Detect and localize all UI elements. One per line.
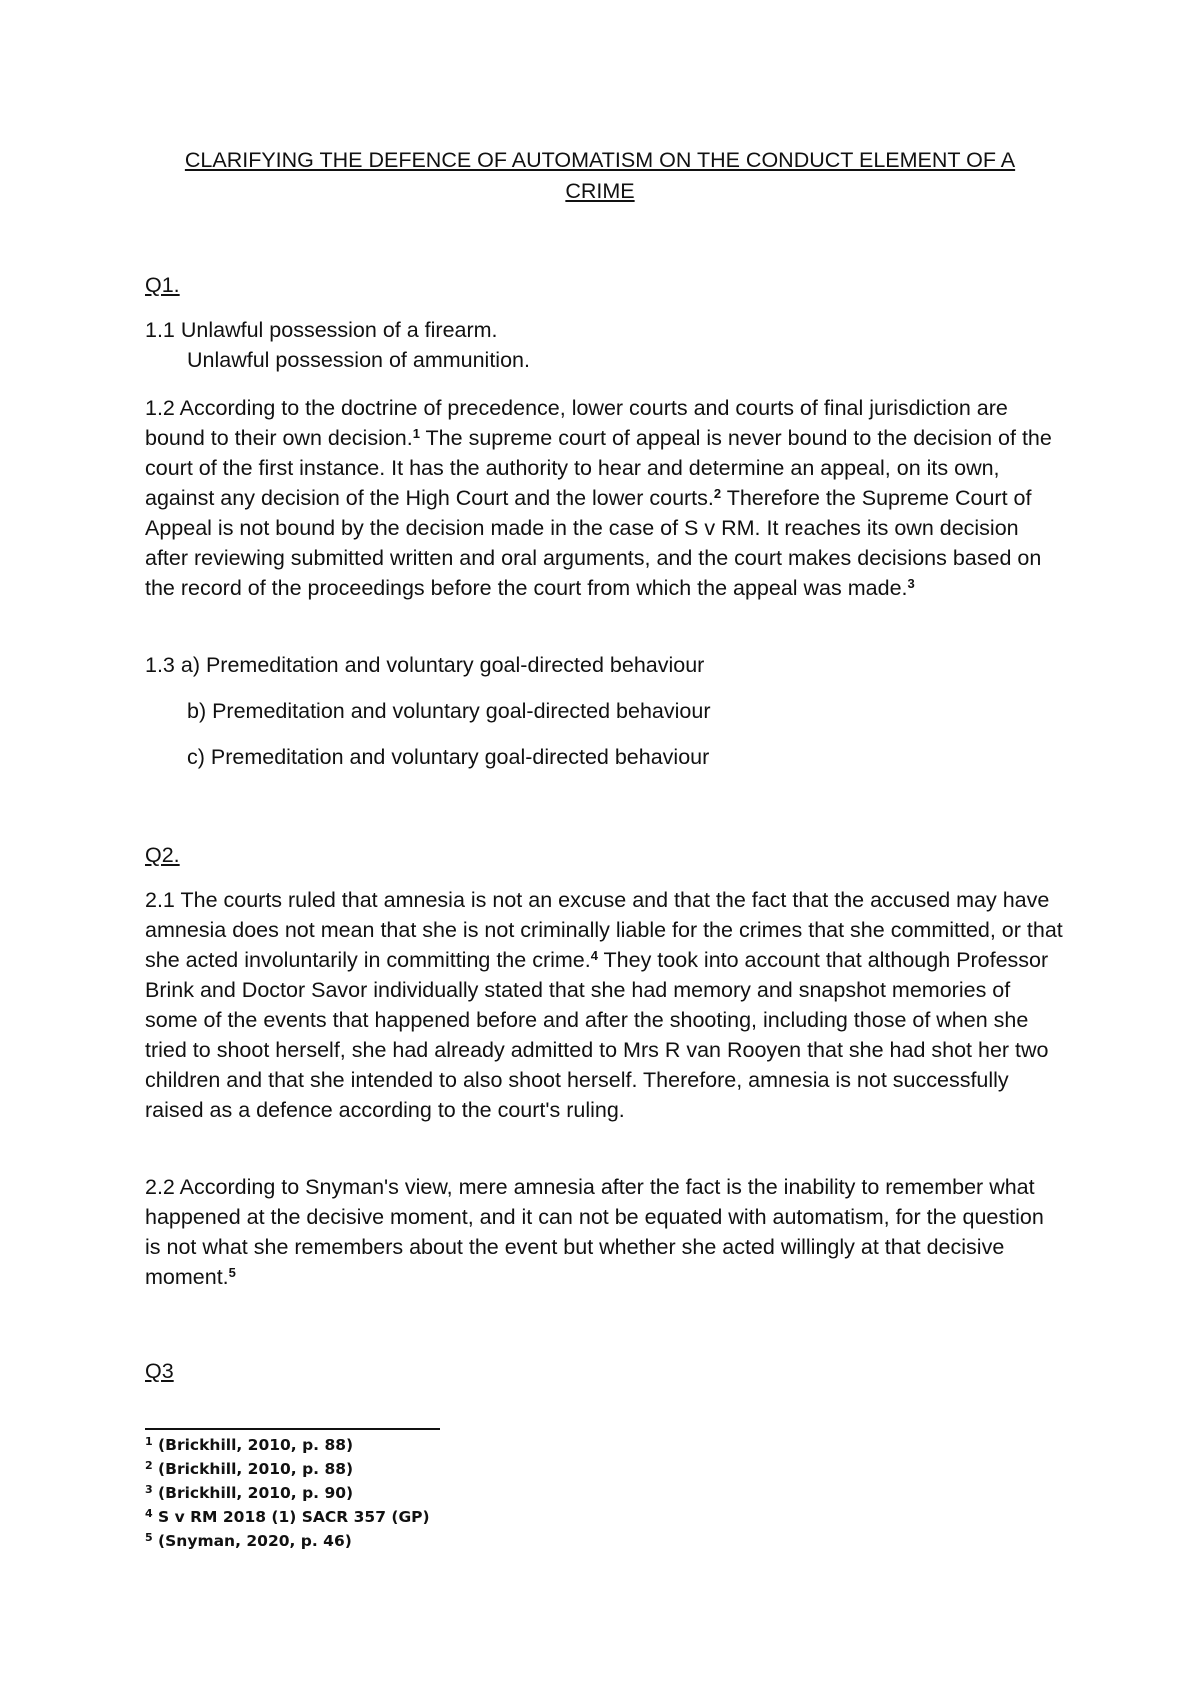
answer-2-2 <box>145 1172 1065 1292</box>
answer-2-1-text-b: They took into account that although Professor Brink and Doctor Savor individually stated that she had memory and snapshot memories of some of the events that happened before and after the shooting, including those of when she tried to shoot herself, she had already admitted to Mrs R van Rooyen that she had shot her two children and that she intended to also shoot herself. Therefore, amnesia is not successfully raised as a defence according to the court's ruling. <box>145 948 1049 1122</box>
answer-1-2-text-a: 1.2 According to the doctrine of precedence, lower courts and courts of final jurisdiction are bound to their own decision. <box>145 396 1008 450</box>
footnote-number: 4 <box>145 1507 153 1520</box>
answer-1-3-a: 1.3 a) Premeditation and voluntary goal-directed behaviour <box>145 653 705 677</box>
footnote-2 <box>145 1457 845 1481</box>
footnote-ref-1: 1 <box>412 426 420 441</box>
footnote-number: 1 <box>145 1435 153 1448</box>
q3-heading: Q3 <box>145 1359 174 1383</box>
footnote-4 <box>145 1505 845 1529</box>
footnote-1 <box>145 1433 845 1457</box>
footnote-text: (Brickhill, 2010, p. 88) <box>152 1436 354 1454</box>
q1-heading: Q1. <box>145 273 180 297</box>
footnote-ref-2: 2 <box>713 486 722 501</box>
footnote-text: (Brickhill, 2010, p. 90) <box>152 1484 354 1502</box>
footnote-text: (Snyman, 2020, p. 46) <box>152 1532 352 1550</box>
footnotes <box>145 1433 845 1553</box>
answer-2-1 <box>145 885 1065 1125</box>
answer-2-2-text: 2.2 According to Snyman's view, mere amnesia after the fact is the inability to remember what happened at the decisive moment, and it can not be equated with automatism, for the question is not what she remembers about the event but whether she acted willingly at that decisive moment. <box>145 1175 1044 1289</box>
footnote-5 <box>145 1529 845 1553</box>
answer-1-2 <box>145 393 1065 603</box>
answer-1-2-text-b: The supreme court of appeal is never bound to the decision of the court of the first instance. It has the authority to hear and determine an appeal, on its own, against any decision of the High Court and the lower courts. <box>145 426 1052 510</box>
footnote-ref-5: 5 <box>228 1265 236 1280</box>
footnote-ref-3: 3 <box>907 576 915 591</box>
footnote-number: 5 <box>145 1531 153 1544</box>
document-title: CLARIFYING THE DEFENCE OF AUTOMATISM ON THE CONDUCT ELEMENT OF A CRIME <box>184 148 1016 203</box>
answer-2-1-text-a: 2.1 The courts ruled that amnesia is not an excuse and that the fact that the accused may have amnesia does not mean that she is not criminally liable for the crimes that she committed, or that she acted involuntarily in committing the crime. <box>145 888 1063 972</box>
footnote-text: S v RM 2018 (1) SACR 357 (GP) <box>152 1508 430 1526</box>
q2-heading: Q2. <box>145 843 180 867</box>
answer-1-1-line-1: 1.1 Unlawful possession of a firearm. <box>145 318 498 342</box>
footnote-text: (Brickhill, 2010, p. 88) <box>152 1460 354 1478</box>
answer-1-3-c: c) Premeditation and voluntary goal-directed behaviour <box>187 745 710 769</box>
answer-1-3-b: b) Premeditation and voluntary goal-directed behaviour <box>187 699 711 723</box>
footnote-number: 2 <box>145 1459 153 1472</box>
answer-1-2-text-c: Therefore the Supreme Court of Appeal is not bound by the decision made in the case of S v RM. It reaches its own decision after reviewing submitted written and oral arguments, and the court makes decisions based on the record of the proceedings before the court from which the appeal was made. <box>145 486 1042 600</box>
footnote-number: 3 <box>145 1483 153 1496</box>
footnote-3 <box>145 1481 845 1505</box>
answer-1-1-line-2: Unlawful possession of ammunition. <box>187 348 530 372</box>
footnote-separator <box>145 1428 440 1430</box>
footnote-ref-4: 4 <box>590 948 598 963</box>
